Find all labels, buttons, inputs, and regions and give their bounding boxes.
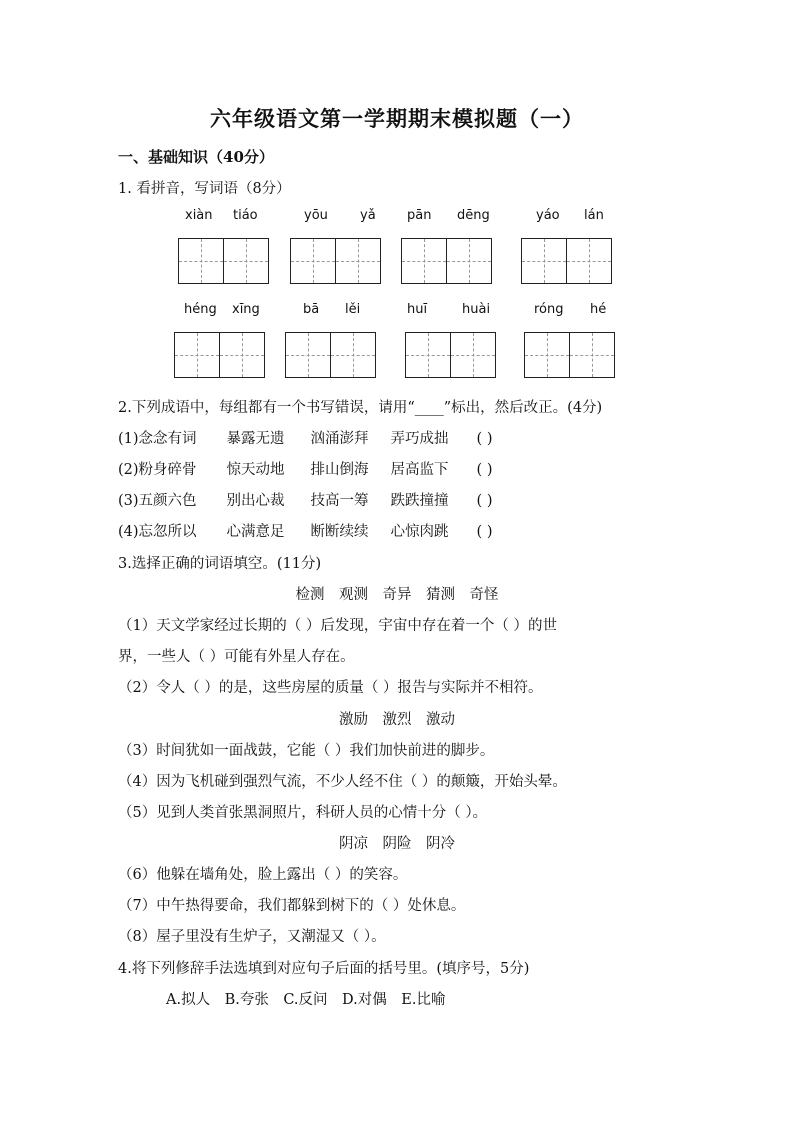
writing-grid[interactable] [290,238,381,284]
row-number: (4) [118,524,139,540]
idiom-row [118,427,492,448]
pinyin: lán [584,208,604,223]
idiom: 粉身碎骨 [138,462,197,478]
sentence-1a: （1）天文学家经过长期的（ ）后发现，宇宙中存在着一个（ ）的世 [118,618,557,634]
idiom: 汹涌澎拜 [310,431,369,447]
idiom: 断断续续 [310,524,369,540]
question-1-prompt: 1. 看拼音，写词语（8分） [118,181,291,197]
pinyin: tiáo [233,208,258,223]
idiom: 暴露无遗 [226,431,285,447]
writing-grid[interactable] [405,332,496,378]
idiom-row [118,489,492,510]
writing-grid[interactable] [521,238,612,284]
row-number: (3) [118,493,139,509]
sentence-5: （5）见到人类首张黑洞照片，科研人员的心情十分（ ）。 [118,805,488,821]
word-bank: 阴凉 阴险 阴冷 [339,836,455,852]
pinyin: xīng [232,302,260,317]
pinyin: hé [590,302,607,317]
row-number: (2) [118,462,139,478]
idiom: 跌跌撞撞 [390,493,449,509]
sentence-4: （4）因为飞机碰到强烈气流，不少人经不住（ ）的颠簸，开始头晕。 [118,774,567,790]
idiom: 弄巧成拙 [390,431,449,447]
sentence-3: （3）时间犹如一面战鼓，它能（ ）我们加快前进的脚步。 [118,743,495,759]
sentence-2: （2）令人（ ）的是，这些房屋的质量（ ）报告与实际并不相符。 [118,680,543,696]
pinyin: huī [407,302,428,317]
idiom: 居高监下 [390,462,449,478]
pinyin: lěi [345,302,361,317]
pinyin: bā [303,302,320,317]
answer-parentheses[interactable]: ( ) [476,431,493,447]
pinyin: huài [462,302,491,317]
writing-grid[interactable] [285,332,376,378]
idiom: 技高一筹 [310,493,369,509]
sentence-8: （8）屋子里没有生炉子，又潮湿又（ ）。 [118,929,386,945]
sentence-6: （6）他躲在墙角处，脸上露出（ ）的笑容。 [118,867,408,883]
sentence-7: （7）中午热得要命，我们都躲到树下的（ ）处休息。 [118,898,466,914]
idiom: 惊天动地 [226,462,285,478]
idiom: 心惊肉跳 [390,524,449,540]
answer-parentheses[interactable]: ( ) [476,462,493,478]
pinyin: xiàn [185,208,213,223]
idiom: 忘忽所以 [138,524,197,540]
idiom: 念念有词 [138,431,197,447]
pinyin: róng [534,302,564,317]
answer-parentheses[interactable]: ( ) [476,524,493,540]
pinyin: héng [184,302,217,317]
writing-grid[interactable] [174,332,265,378]
idiom-row [118,520,492,541]
writing-grid[interactable] [524,332,615,378]
idiom: 排山倒海 [310,462,369,478]
writing-grid[interactable] [401,238,492,284]
page-title: 六年级语文第一学期期末模拟题（一） [210,106,584,131]
section-heading: 一、基础知识（40分） [118,148,274,166]
question-4-prompt: 4.将下列修辞手法选填到对应句子后面的括号里。(填序号，5分) [118,961,530,977]
pinyin: yǎ [360,208,376,223]
idiom: 心满意足 [226,524,285,540]
row-number: (1) [118,431,139,447]
pinyin: dēng [457,208,490,223]
word-bank: 检测 观测 奇异 猜测 奇怪 [295,587,499,603]
question-2-prompt: 2.下列成语中，每组都有一个书写错误，请用“____”标出，然后改正。(4分) [118,400,603,416]
writing-grid[interactable] [178,238,269,284]
idiom-row [118,458,492,479]
sentence-1b: 界，一些人（ ）可能有外星人存在。 [118,649,355,665]
idiom: 五颜六色 [138,493,197,509]
idiom: 别出心裁 [226,493,285,509]
pinyin: yōu [304,208,328,223]
rhetoric-options: A.拟人 B.夸张 C.反问 D.对偶 E.比喻 [166,992,446,1008]
pinyin: pān [407,208,432,223]
pinyin: yáo [536,208,560,223]
answer-parentheses[interactable]: ( ) [476,493,493,509]
word-bank: 激励 激烈 激动 [339,712,455,728]
question-3-prompt: 3.选择正确的词语填空。(11分) [118,556,322,572]
